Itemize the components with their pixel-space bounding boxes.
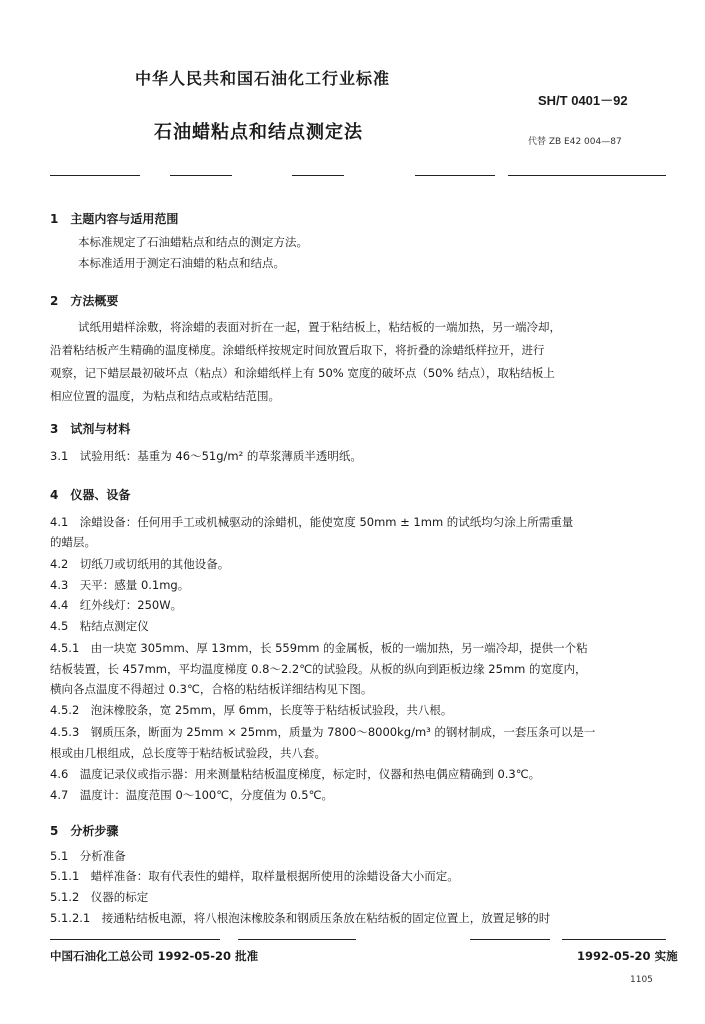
header-rule-4 bbox=[415, 175, 495, 176]
footer-rule-3 bbox=[470, 939, 550, 940]
clause-4-5-1-line-3: 横向各点温度不得超过 0.3℃，合格的粘结板详细结构见下图。 bbox=[50, 682, 373, 696]
clause-5-1: 5.1 分析准备 bbox=[50, 849, 126, 863]
footer-rule-4 bbox=[562, 939, 666, 940]
section-1-paragraph-1: 本标准规定了石油蜡粘点和结点的测定方法。 bbox=[78, 235, 308, 249]
section-2-line-1: 试纸用蜡样涂敷，将涂蜡的表面对折在一起，置于粘结板上，粘结板的一端加热，另一端冷却， bbox=[78, 320, 561, 334]
clause-4-1-line-1: 4.1 涂蜡设备：任何用手工或机械驱动的涂蜡机，能使宽度 50mm ± 1mm 的试纸均匀涂上所需重量 bbox=[50, 515, 574, 529]
footer-rule-2 bbox=[238, 939, 356, 940]
section-5-heading: 5 分析步骤 bbox=[50, 824, 119, 838]
issuing-body: 中华人民共和国石油化工行业标准 bbox=[135, 69, 391, 88]
clause-4-3: 4.3 天平：感量 0.1mg。 bbox=[50, 578, 190, 592]
clause-4-6: 4.6 温度记录仪或指示器：用来测量粘结板温度梯度，标定时，仪器和热电偶应精确到 0.3℃。 bbox=[50, 767, 541, 781]
clause-5-1-2: 5.1.2 仪器的标定 bbox=[50, 890, 149, 904]
section-2-heading: 2 方法概要 bbox=[50, 294, 119, 308]
clause-4-1-line-2: 的蜡层。 bbox=[50, 535, 96, 549]
approval-line: 中国石油化工总公司 1992-05-20 批准 bbox=[50, 949, 259, 963]
clause-4-2: 4.2 切纸刀或切纸用的其他设备。 bbox=[50, 557, 230, 571]
clause-4-5-2: 4.5.2 泡沫橡胶条，宽 25mm，厚 6mm，长度等于粘结板试验段，共八根。 bbox=[50, 703, 453, 717]
section-2-line-2: 沿着粘结板产生精确的温度梯度。涂蜡纸样按规定时间放置后取下，将折叠的涂蜡纸样拉开，进行 bbox=[50, 343, 545, 357]
replaces-note: 代替 ZB E42 004—87 bbox=[528, 137, 622, 147]
clause-4-5-1-line-2: 结板装置，长 457mm，平均温度梯度 0.8～2.2℃的试验段。从板的纵向到距板边缘 25mm 的宽度内， bbox=[50, 662, 587, 676]
clause-4-5-3-line-2: 根或由几根组成，总长度等于粘结板试验段，共八套。 bbox=[50, 746, 326, 760]
header-rule-5 bbox=[508, 175, 666, 176]
header-rule-2 bbox=[170, 175, 232, 176]
section-3-heading: 3 试剂与材料 bbox=[50, 422, 131, 436]
clause-4-5: 4.5 粘结点测定仪 bbox=[50, 619, 149, 633]
page-number: 1105 bbox=[630, 975, 653, 985]
clause-4-5-3-line-1: 4.5.3 钢质压条，断面为 25mm × 25mm，质量为 7800～8000kg/m³ 的钢材制成，一套压条可以是一 bbox=[50, 725, 596, 739]
clause-5-1-2-1: 5.1.2.1 接通粘结板电源，将八根泡沫橡胶条和钢质压条放在粘结板的固定位置上，放置足够的时 bbox=[50, 911, 551, 925]
implementation-date: 1992-05-20 实施 bbox=[577, 949, 678, 963]
section-2-line-4: 相应位置的温度，为粘点和结点或粘结范围。 bbox=[50, 389, 280, 403]
section-2-line-3: 观察，记下蜡层最初破坏点（粘点）和涂蜡纸样上有 50% 宽度的破坏点（50% 结点），取粘结板上 bbox=[50, 366, 555, 380]
clause-5-1-1: 5.1.1 蜡样准备：取有代表性的蜡样，取样量根据所使用的涂蜡设备大小而定。 bbox=[50, 869, 459, 883]
header-rule-1 bbox=[50, 175, 140, 176]
clause-4-4: 4.4 红外线灯：250W。 bbox=[50, 598, 183, 612]
clause-4-7: 4.7 温度计：温度范围 0～100℃，分度值为 0.5℃。 bbox=[50, 788, 333, 802]
clause-4-5-1-line-1: 4.5.1 由一块宽 305mm、厚 13mm，长 559mm 的金属板，板的一端加热，另一端冷却，提供一个粘 bbox=[50, 641, 588, 655]
standard-code: SH/T 0401－92 bbox=[538, 93, 628, 108]
footer-rule-1 bbox=[50, 939, 220, 940]
section-1-paragraph-2: 本标准适用于测定石油蜡的粘点和结点。 bbox=[78, 256, 285, 270]
section-4-heading: 4 仪器、设备 bbox=[50, 488, 131, 502]
header-rule-3 bbox=[292, 175, 344, 176]
section-1-heading: 1 主题内容与适用范围 bbox=[50, 212, 179, 226]
clause-3-1: 3.1 试验用纸：基重为 46～51g/m² 的草浆薄质半透明纸。 bbox=[50, 449, 362, 463]
document-title: 石油蜡粘点和结点测定法 bbox=[154, 122, 363, 143]
